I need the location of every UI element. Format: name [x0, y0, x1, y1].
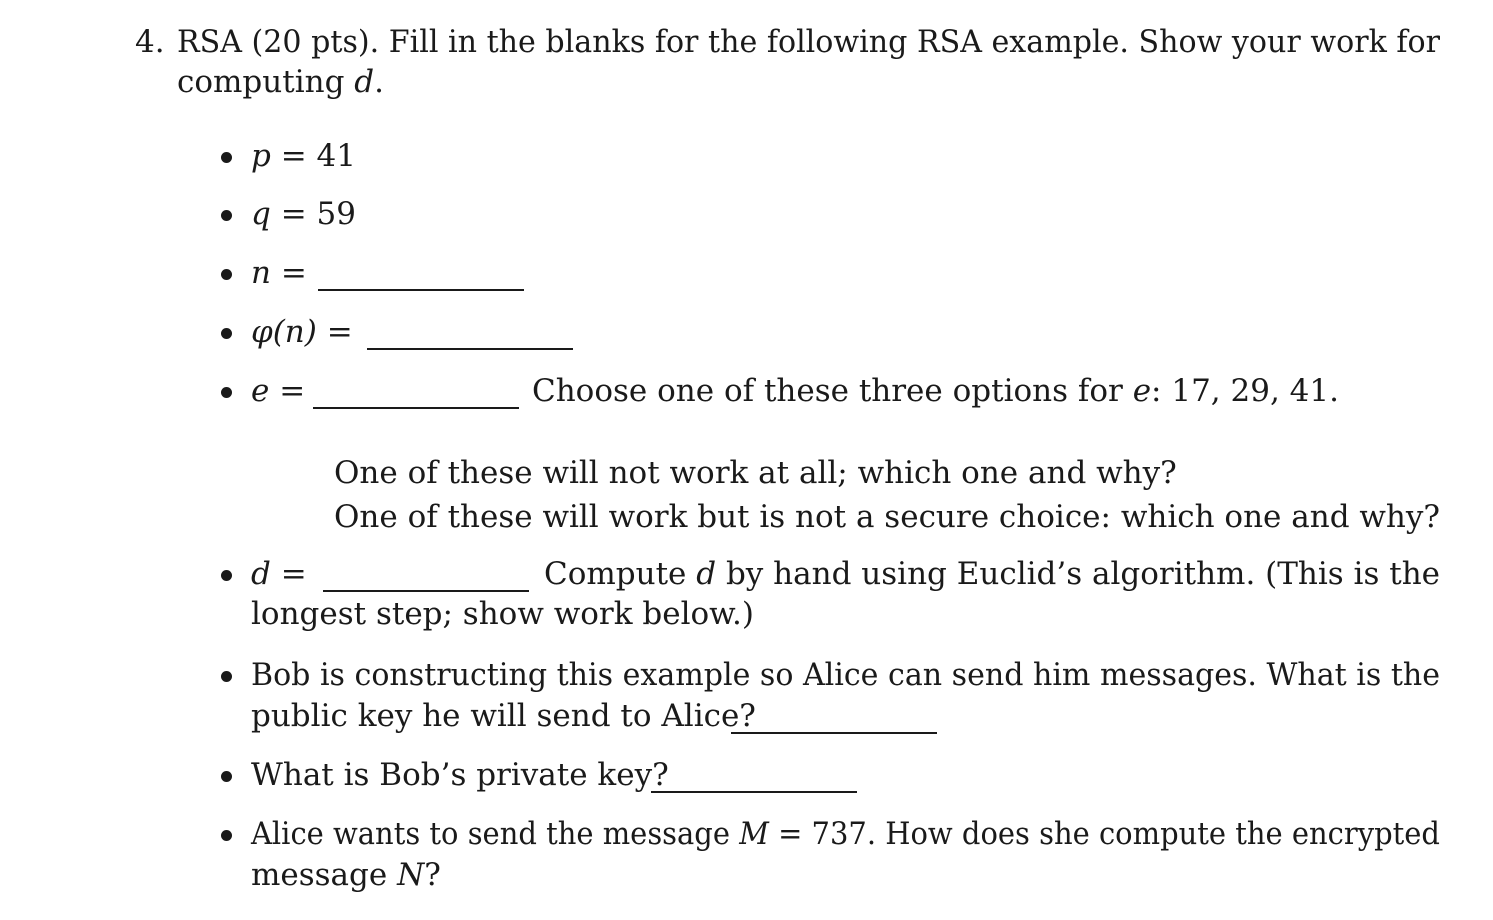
- e-instruction: Choose one of these three options for e: 17, 29, 41.: [532, 373, 1339, 409]
- e-answer-blank[interactable]: [313, 381, 519, 409]
- bullet-icon: [221, 570, 232, 581]
- e-question-2: One of these will work but is not a secure choice: which one and why?: [334, 499, 1441, 535]
- bullet-icon: [221, 210, 232, 221]
- item-phi: φ(n) =: [251, 314, 353, 350]
- problem-intro-line2: computing d.: [177, 64, 384, 100]
- public-key-answer-blank[interactable]: [731, 706, 937, 734]
- item-n: n =: [251, 255, 307, 291]
- d-instruction-line2: longest step; show work below.): [251, 596, 754, 632]
- p-value: 41: [316, 138, 356, 174]
- public-key-question-line2: public key he will send to Alice?: [251, 698, 756, 734]
- problem-intro-line1: RSA (20 pts). Fill in the blanks for the following RSA example. Show your work for: [177, 24, 1440, 60]
- item-d: d =: [251, 556, 307, 592]
- n-answer-blank[interactable]: [318, 263, 524, 291]
- encrypt-question-line1: Alice wants to send the message M = 737. How does she compute the encrypted: [251, 816, 1440, 852]
- bullet-icon: [221, 830, 232, 841]
- phi-answer-blank[interactable]: [367, 322, 573, 350]
- e-question-1: One of these will not work at all; which one and why?: [334, 455, 1177, 491]
- bullet-icon: [221, 771, 232, 782]
- public-key-question-line1: Bob is constructing this example so Alice can send him messages. What is the: [251, 657, 1441, 693]
- bullet-icon: [221, 387, 232, 398]
- d-answer-blank[interactable]: [323, 564, 529, 592]
- bullet-icon: [221, 328, 232, 339]
- encrypt-question-line2: message N?: [251, 857, 441, 893]
- d-instruction: Compute d by hand using Euclid’s algorithm. (This is the: [544, 556, 1441, 592]
- problem-number: 4.: [135, 24, 165, 60]
- item-e: e =: [251, 373, 306, 409]
- bullet-icon: [221, 269, 232, 280]
- item-q: q = 59: [251, 196, 356, 232]
- private-key-answer-blank[interactable]: [651, 765, 857, 793]
- bullet-icon: [221, 671, 232, 682]
- item-p: p = 41: [251, 138, 356, 174]
- private-key-question: What is Bob’s private key?: [251, 757, 669, 793]
- q-value: 59: [316, 196, 356, 232]
- bullet-icon: [221, 152, 232, 163]
